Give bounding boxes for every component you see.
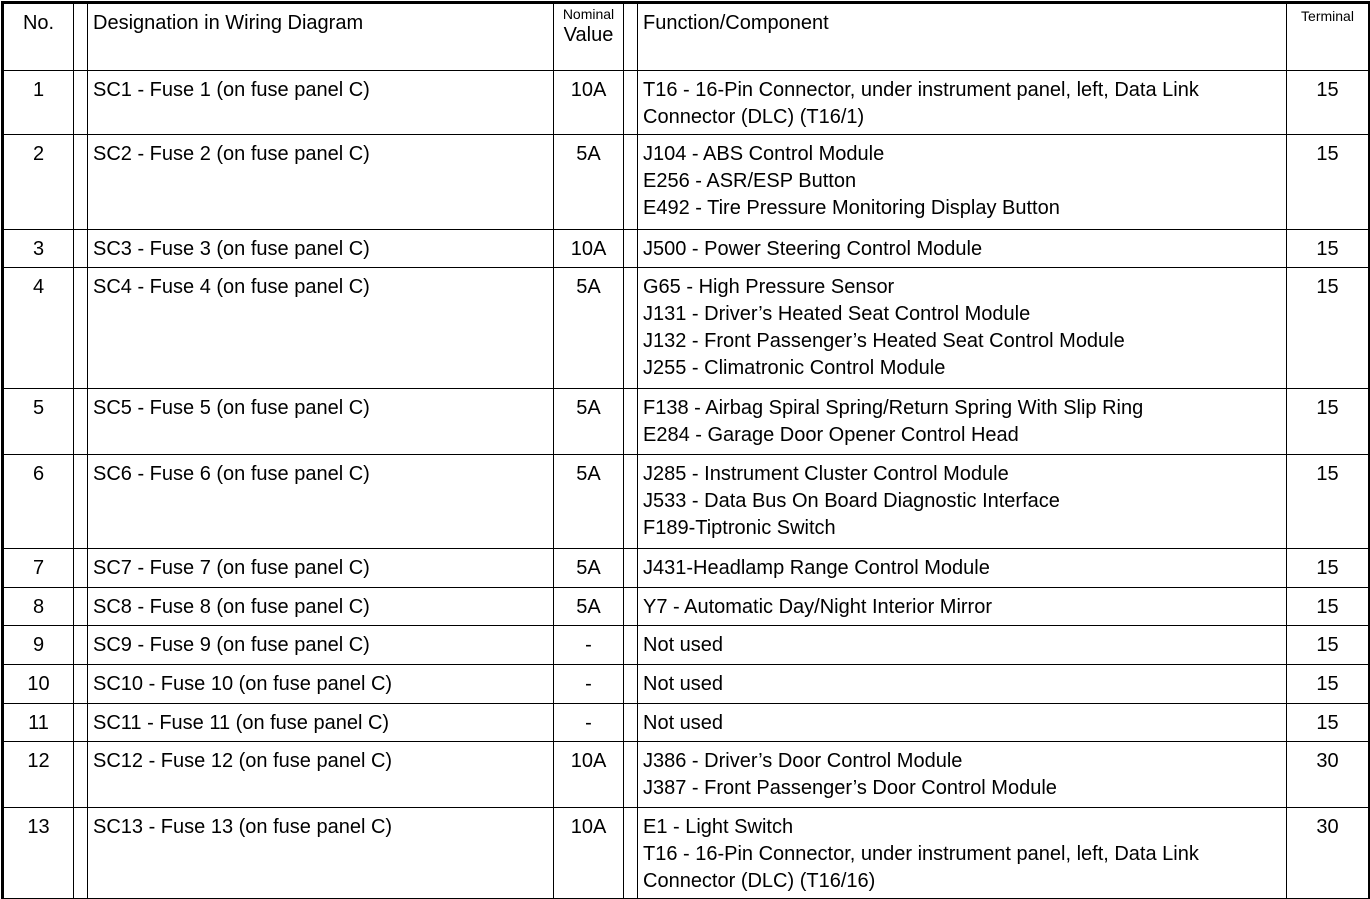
function-line: J533 - Data Bus On Board Diagnostic Interface bbox=[643, 490, 1060, 512]
function-line: E1 - Light Switch bbox=[643, 816, 794, 838]
row-function bbox=[638, 626, 1287, 665]
row-nominal-value: - bbox=[554, 626, 624, 665]
row-terminal: 15 bbox=[1287, 455, 1370, 549]
table-row bbox=[3, 268, 1370, 389]
function-line: Connector (DLC) (T16/16) bbox=[643, 870, 876, 892]
spacer-column bbox=[74, 665, 88, 704]
row-number: 4 bbox=[3, 268, 74, 389]
function-line: E256 - ASR/ESP Button bbox=[643, 170, 857, 192]
row-nominal-value: - bbox=[554, 704, 624, 742]
row-designation: SC9 - Fuse 9 (on fuse panel C) bbox=[88, 626, 554, 665]
spacer-column bbox=[624, 135, 638, 230]
spacer-column bbox=[74, 626, 88, 665]
row-designation: SC4 - Fuse 4 (on fuse panel C) bbox=[88, 268, 554, 389]
row-function bbox=[638, 230, 1287, 268]
spacer-column bbox=[74, 742, 88, 808]
table-row bbox=[3, 626, 1370, 665]
spacer-column bbox=[74, 3, 88, 71]
table-row bbox=[3, 455, 1370, 549]
row-function bbox=[638, 268, 1287, 389]
table-row bbox=[3, 71, 1370, 135]
table-row bbox=[3, 389, 1370, 455]
row-terminal: 15 bbox=[1287, 135, 1370, 230]
row-terminal: 15 bbox=[1287, 71, 1370, 135]
header-terminal-label: Terminal bbox=[1301, 8, 1354, 24]
row-nominal-value: 5A bbox=[554, 588, 624, 626]
spacer-column bbox=[74, 135, 88, 230]
function-line: J285 - Instrument Cluster Control Module bbox=[643, 463, 1009, 485]
row-nominal-value: 10A bbox=[554, 742, 624, 808]
row-number: 8 bbox=[3, 588, 74, 626]
row-terminal: 15 bbox=[1287, 588, 1370, 626]
spacer-column bbox=[74, 268, 88, 389]
row-number: 11 bbox=[3, 704, 74, 742]
spacer-column bbox=[624, 742, 638, 808]
row-function bbox=[638, 71, 1287, 135]
row-terminal: 30 bbox=[1287, 808, 1370, 899]
function-line: J500 - Power Steering Control Module bbox=[643, 238, 983, 260]
spacer-column bbox=[624, 626, 638, 665]
function-line: T16 - 16-Pin Connector, under instrument panel, left, Data Link bbox=[643, 79, 1199, 101]
header-designation: Designation in Wiring Diagram bbox=[88, 3, 554, 71]
row-designation: SC5 - Fuse 5 (on fuse panel C) bbox=[88, 389, 554, 455]
function-line: Connector (DLC) (T16/1) bbox=[643, 106, 865, 128]
row-designation: SC11 - Fuse 11 (on fuse panel C) bbox=[88, 704, 554, 742]
row-nominal-value: 10A bbox=[554, 808, 624, 899]
function-line: J431-Headlamp Range Control Module bbox=[643, 557, 990, 579]
spacer-column bbox=[624, 549, 638, 588]
row-nominal-value: 5A bbox=[554, 135, 624, 230]
row-function bbox=[638, 135, 1287, 230]
row-function bbox=[638, 742, 1287, 808]
row-terminal: 15 bbox=[1287, 626, 1370, 665]
function-line: Y7 - Automatic Day/Night Interior Mirror bbox=[643, 596, 992, 618]
function-line: E284 - Garage Door Opener Control Head bbox=[643, 424, 1019, 446]
spacer-column bbox=[624, 704, 638, 742]
row-designation: SC3 - Fuse 3 (on fuse panel C) bbox=[88, 230, 554, 268]
row-terminal: 15 bbox=[1287, 665, 1370, 704]
row-nominal-value: 10A bbox=[554, 230, 624, 268]
table-row bbox=[3, 808, 1370, 899]
function-line: Not used bbox=[643, 634, 724, 656]
spacer-column bbox=[74, 549, 88, 588]
row-terminal: 15 bbox=[1287, 549, 1370, 588]
function-line: J387 - Front Passenger’s Door Control Module bbox=[643, 777, 1057, 799]
table-row bbox=[3, 704, 1370, 742]
function-line: F138 - Airbag Spiral Spring/Return Spring With Slip Ring bbox=[643, 397, 1144, 419]
row-nominal-value: 10A bbox=[554, 71, 624, 135]
fuse-table bbox=[1, 1, 1370, 899]
row-designation: SC12 - Fuse 12 (on fuse panel C) bbox=[88, 742, 554, 808]
spacer-column bbox=[74, 230, 88, 268]
function-line: T16 - 16-Pin Connector, under instrument panel, left, Data Link bbox=[643, 843, 1199, 865]
spacer-column bbox=[74, 389, 88, 455]
row-terminal: 15 bbox=[1287, 230, 1370, 268]
spacer-column bbox=[624, 230, 638, 268]
table-row bbox=[3, 549, 1370, 588]
row-function bbox=[638, 389, 1287, 455]
function-line: J131 - Driver’s Heated Seat Control Module bbox=[643, 303, 1031, 325]
header-row bbox=[3, 3, 1370, 71]
row-designation: SC1 - Fuse 1 (on fuse panel C) bbox=[88, 71, 554, 135]
row-number: 9 bbox=[3, 626, 74, 665]
table-row bbox=[3, 135, 1370, 230]
row-number: 3 bbox=[3, 230, 74, 268]
table-row bbox=[3, 588, 1370, 626]
header-nominal-label: Nominal bbox=[562, 6, 615, 22]
row-function bbox=[638, 808, 1287, 899]
header-no: No. bbox=[3, 3, 74, 71]
row-designation: SC6 - Fuse 6 (on fuse panel C) bbox=[88, 455, 554, 549]
table-row bbox=[3, 230, 1370, 268]
row-function bbox=[638, 455, 1287, 549]
row-number: 12 bbox=[3, 742, 74, 808]
spacer-column bbox=[74, 704, 88, 742]
row-function bbox=[638, 549, 1287, 588]
row-function bbox=[638, 704, 1287, 742]
row-function bbox=[638, 665, 1287, 704]
function-line: J132 - Front Passenger’s Heated Seat Control Module bbox=[643, 330, 1125, 352]
row-designation: SC7 - Fuse 7 (on fuse panel C) bbox=[88, 549, 554, 588]
spacer-column bbox=[624, 665, 638, 704]
spacer-column bbox=[74, 71, 88, 135]
row-terminal: 30 bbox=[1287, 742, 1370, 808]
row-designation: SC10 - Fuse 10 (on fuse panel C) bbox=[88, 665, 554, 704]
table-row bbox=[3, 742, 1370, 808]
table-row bbox=[3, 665, 1370, 704]
row-terminal: 15 bbox=[1287, 268, 1370, 389]
row-number: 13 bbox=[3, 808, 74, 899]
spacer-column bbox=[624, 808, 638, 899]
header-value-label: Value bbox=[563, 24, 614, 46]
row-nominal-value: 5A bbox=[554, 549, 624, 588]
function-line: J386 - Driver’s Door Control Module bbox=[643, 750, 963, 772]
spacer-column bbox=[624, 588, 638, 626]
spacer-column bbox=[624, 3, 638, 71]
row-function bbox=[638, 588, 1287, 626]
row-designation: SC2 - Fuse 2 (on fuse panel C) bbox=[88, 135, 554, 230]
row-number: 6 bbox=[3, 455, 74, 549]
spacer-column bbox=[74, 588, 88, 626]
spacer-column bbox=[74, 808, 88, 899]
row-number: 2 bbox=[3, 135, 74, 230]
row-terminal: 15 bbox=[1287, 389, 1370, 455]
row-nominal-value: - bbox=[554, 665, 624, 704]
function-line: J255 - Climatronic Control Module bbox=[643, 357, 946, 379]
row-nominal-value: 5A bbox=[554, 268, 624, 389]
row-number: 5 bbox=[3, 389, 74, 455]
spacer-column bbox=[74, 455, 88, 549]
spacer-column bbox=[624, 268, 638, 389]
row-designation: SC8 - Fuse 8 (on fuse panel C) bbox=[88, 588, 554, 626]
spacer-column bbox=[624, 389, 638, 455]
spacer-column bbox=[624, 455, 638, 549]
header-function: Function/Component bbox=[638, 3, 1287, 71]
spacer-column bbox=[624, 71, 638, 135]
row-number: 10 bbox=[3, 665, 74, 704]
function-line: Not used bbox=[643, 712, 724, 734]
row-terminal: 15 bbox=[1287, 704, 1370, 742]
row-nominal-value: 5A bbox=[554, 455, 624, 549]
header-nominal-value bbox=[554, 3, 624, 71]
function-line: G65 - High Pressure Sensor bbox=[643, 276, 895, 298]
header-terminal bbox=[1287, 3, 1370, 71]
function-line: F189-Tiptronic Switch bbox=[643, 517, 836, 539]
function-line: J104 - ABS Control Module bbox=[643, 143, 885, 165]
row-number: 1 bbox=[3, 71, 74, 135]
row-nominal-value: 5A bbox=[554, 389, 624, 455]
row-designation: SC13 - Fuse 13 (on fuse panel C) bbox=[88, 808, 554, 899]
function-line: Not used bbox=[643, 673, 724, 695]
function-line: E492 - Tire Pressure Monitoring Display Button bbox=[643, 197, 1060, 219]
row-number: 7 bbox=[3, 549, 74, 588]
